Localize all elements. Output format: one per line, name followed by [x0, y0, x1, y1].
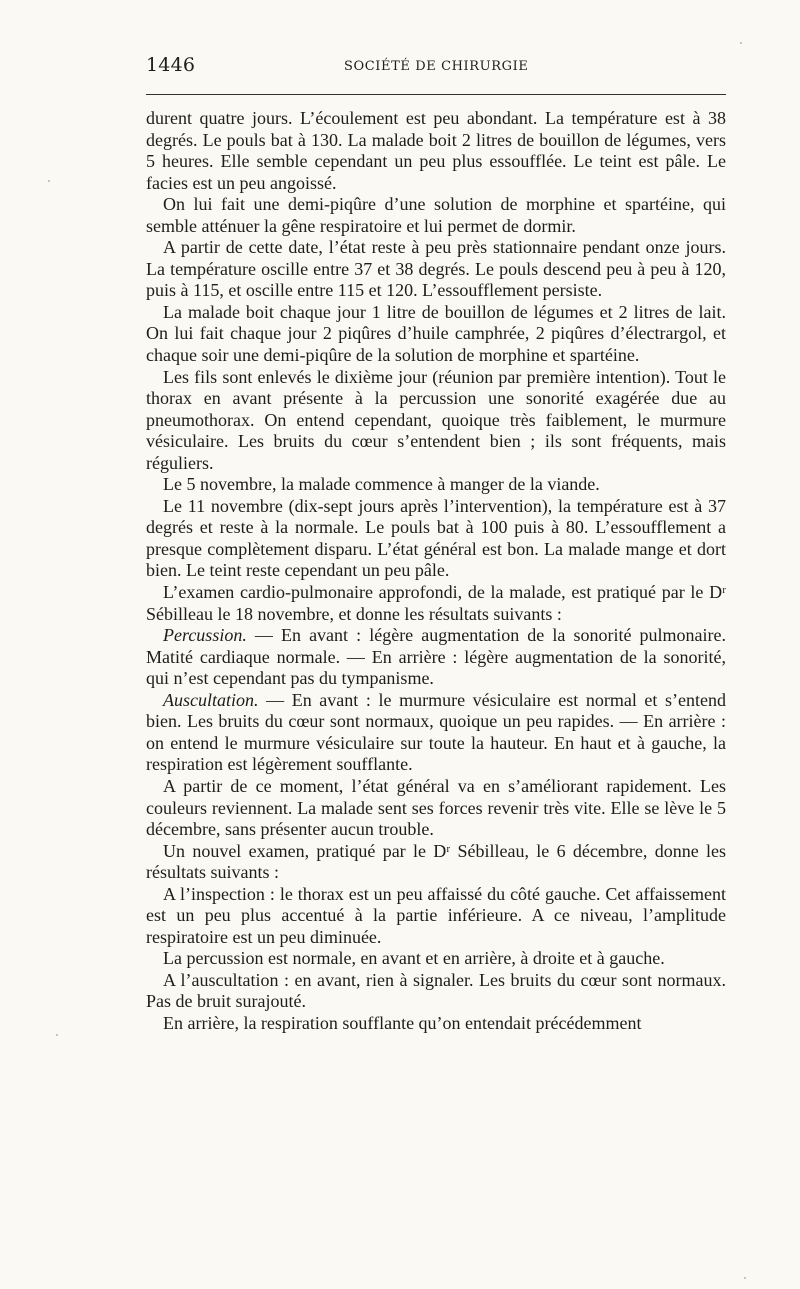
paragraph: L’examen cardio-pulmonaire approfondi, de la malade, est pratiqué par le Dʳ Sébilleau le 18 novembre, et donne les résultats suivants : [146, 582, 726, 624]
paragraph: Le 5 novembre, la malade commence à manger de la viande. [163, 474, 600, 495]
section-lead-auscultation: Auscultation. [163, 689, 259, 710]
paragraph: Un nouvel examen, pratiqué par le Dʳ Sébilleau, le 6 décembre, donne les résultats suivants : [146, 840, 726, 883]
section-lead-percussion: Percussion. [163, 625, 247, 646]
paper-speck [740, 42, 742, 44]
paragraph: A partir de cette date, l’état reste à peu près stationnaire pendant onze jours. La température oscille entre 37 et 38 degrés. Le pouls descend peu à peu à 120, puis à 115, et oscille entre 115 et 120. L’essoufflement persiste. [146, 237, 726, 301]
paper-speck [48, 180, 50, 182]
page-number: 1446 [146, 54, 196, 76]
paragraph: Le 11 novembre (dix-sept jours après l’intervention), la température est à 37 degrés et reste à la normale. Le pouls bat à 100 puis à 80. L’essoufflement a presque complètement disparu. L’état général est bon. La malade mange et dort bien. Le teint reste cependant un peu pâle. [146, 495, 726, 581]
paragraph: A partir de ce moment, l’état général va en s’améliorant rapidement. Les couleurs reviennent. La malade sent ses forces revenir très vite. Elle se lève le 5 décembre, sans présenter aucun trouble. [146, 775, 726, 840]
paragraph: En arrière, la respiration soufflante qu’on entendait précédemment [163, 1012, 642, 1033]
paragraph: A l’auscultation : en avant, rien à signaler. Les bruits du cœur sont normaux. Pas de bruit surajouté. [146, 969, 726, 1012]
paper-speck [56, 1034, 58, 1036]
paragraph: La malade boit chaque jour 1 litre de bouillon de légumes et 2 litres de lait. On lui fait chaque jour 2 piqûres d’huile camphrée, 2 piqûres d’électrargol, et chaque soir une demi-piqûre de la solution de morphine et spartéine. [146, 301, 726, 366]
paragraph: On lui fait une demi-piqûre d’une solution de morphine et spartéine, qui semble atténuer la gêne respiratoire et lui permet de dormir. [146, 194, 726, 236]
paragraph: A l’inspection : le thorax est un peu affaissé du côté gauche. Cet affaissement est un peu plus accentué à la partie inférieure. A ce niveau, l’amplitude respiratoire est un peu diminuée. [146, 883, 726, 947]
paper-speck [744, 1277, 746, 1279]
page-header [146, 54, 726, 84]
paragraph-auscultation [146, 690, 726, 776]
paragraph-text: — En avant : le murmure vésiculaire est normal et s’entend bien. Les bruits du cœur sont normaux, quoique un peu rapides. — En arrière : on entend le murmure vésiculaire sur toute la hauteur. En haut et à gauche, la respiration est légèrement soufflante. [146, 689, 726, 775]
running-title: SOCIÉTÉ DE CHIRURGIE [344, 59, 529, 74]
paragraph-text: — En avant : légère augmentation de la sonorité pulmonaire. Matité cardiaque normale. — En arrière : légère augmentation de la sonorité, qui n’est cependant pas du tympanisme. [146, 625, 726, 689]
paragraph: Les fils sont enlevés le dixième jour (réunion par première intention). Tout le thorax en avant présente à la percussion une sonorité exagérée due au pneumothorax. On entend cependant, quoique très faiblement, le murmure vésiculaire. Les bruits du cœur s’entendent bien ; ils sont fréquents, mais réguliers. [146, 366, 726, 473]
paragraph: La percussion est normale, en avant et en arrière, à droite et à gauche. [163, 948, 665, 969]
body-text [146, 108, 726, 1035]
header-rule [146, 94, 726, 95]
paragraph-percussion [146, 625, 726, 690]
paragraph: durent quatre jours. L’écoulement est peu abondant. La température est à 38 degrés. Le pouls bat à 130. La malade boit 2 litres de bouillon de légumes, vers 5 heures. Elle semble cependant un peu plus essoufflée. Le teint est pâle. Le facies est un peu angoissé. [146, 108, 726, 193]
